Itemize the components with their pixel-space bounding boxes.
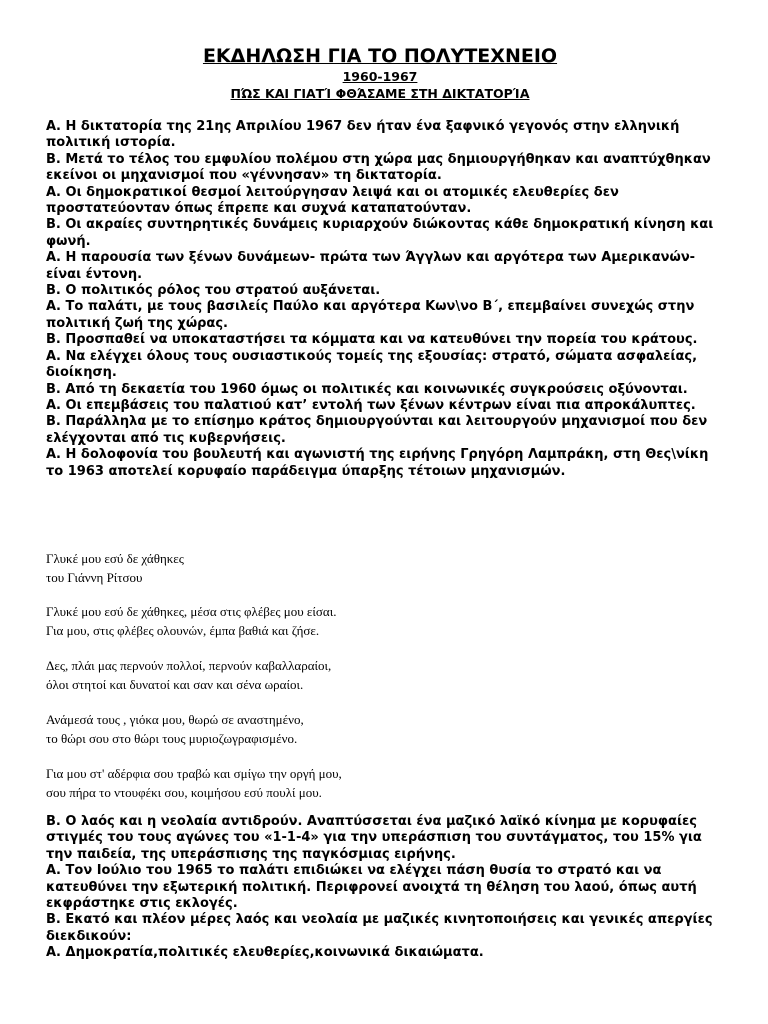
paragraph: Α. Η δικτατορία της 21ης Απριλίου 1967 δεν ήταν ένα ξαφνικό γεγονός στην ελληνική πολιτική ιστορία. — [46, 119, 680, 151]
poem-stanza — [46, 764, 722, 802]
paragraph: Α. Η δολοφονία του βουλευτή και αγωνιστή της ειρήνης Γρηγόρη Λαμπράκη, στη Θες\νίκη το 1963 αποτελεί κορυφαίο παράδειγμα ύπαρξης τέτοιων μηχανισμών. — [46, 447, 709, 479]
paragraph: Β. Προσπαθεί να υποκαταστήσει τα κόμματα και να κατευθύνει την πορεία του κράτους. — [46, 332, 698, 348]
paragraph: Β. Εκατό και πλέον μέρες λαός και νεολαία με μαζικές κινητοποιήσεις και γενικές απεργίες διεκδικούν: — [46, 912, 713, 944]
paragraph: Α. Δημοκρατία,πολιτικές ελευθερίες,κοινωνικά δικαιώματα. — [46, 945, 484, 961]
paragraph: Β. Από τη δεκαετία του 1960 όμως οι πολιτικές και κοινωνικές συγκρούσεις οξύνονται. — [46, 381, 688, 397]
poem-line: Για μου στ' αδέρφια σου τραβώ και σμίγω την οργή μου, — [46, 766, 342, 781]
dialogue-section-1 — [46, 119, 722, 480]
paragraph: Α. Να ελέγχει όλους τους ουσιαστικούς τομείς της εξουσίας: στρατό, σώματα ασφαλείας, διοίκηση. — [46, 348, 698, 381]
paragraph: Β. Μετά το τέλος του εμφυλίου πολέμου στη χώρα μας δημιουργήθηκαν και αναπτύχθηκαν εκείνοι οι μηχανισμοί που «γέννησαν» τη δικτατορία. — [46, 151, 711, 184]
poem-stanza — [46, 602, 722, 640]
poem-line: Δες, πλάι μας περνούν πολλοί, περνούν καβαλλαραίοι, — [46, 658, 332, 673]
poem-line: Για μου, στις φλέβες ολουνών, έμπα βαθιά και ζήσε. — [46, 623, 320, 638]
poem-line: το θώρι σου στο θώρι τους μυριοζωγραφισμένο. — [46, 731, 298, 746]
poem-stanza — [46, 656, 722, 694]
poem-title: Γλυκέ μου εσύ δε χάθηκες — [46, 551, 184, 566]
poem-heading — [46, 549, 722, 587]
paragraph: Α. Η παρουσία των ξένων δυνάμεων- πρώτα των Άγγλων και αργότερα των Αμερικανών- είναι έντονη. — [46, 250, 696, 282]
paragraph: Α. Το παλάτι, με τους βασιλείς Παύλο και αργότερα Κων\νο Β΄, επεμβαίνει συνεχώς στην πολιτική ζωή της χώρας. — [46, 299, 695, 331]
poem-author: του Γιάννη Ρίτσου — [46, 570, 143, 585]
paragraph: Α. Οι δημοκρατικοί θεσμοί λειτούργησαν λειψά και οι ατομικές ελευθερίες δεν προστατεύονταν όπως έπρεπε και συχνά καταπατούνταν. — [46, 184, 619, 217]
document-title: ΕΚΔΗΛΩΣΗ ΓΙΑ ΤΟ ΠΟΛΥΤΕΧΝΕΙΟ — [202, 45, 558, 67]
paragraph: Β. Ο λαός και η νεολαία αντιδρούν. Αναπτύσσεται ένα μαζικό λαϊκό κίνημα με κορυφαίες στιγμές του τους αγώνες του «1-1-4» για την υπεράσπιση του συντάγματος, του 15% για την παιδεία, της υπεράσπισης της παγκόσμιας ειρήνης. — [46, 814, 702, 862]
poem-line: όλοι στητοί και δυνατοί και σαν και σένα ωραίοι. — [46, 677, 304, 692]
dialogue-section-2 — [46, 814, 722, 962]
paragraph: Β. Οι ακραίες συντηρητικές δυνάμεις κυριαρχούν διώκοντας κάθε δημοκρατική κίνηση και φωνή. — [46, 217, 714, 249]
paragraph: Α. Οι επεμβάσεις του παλατιού κατ’ εντολή των ξένων κέντρων είναι πια απροκάλυπτες. — [46, 397, 696, 413]
poem-stanza — [46, 710, 722, 748]
document-subtitle: ΠΏΣ ΚΑΙ ΓΙΑΤΊ ΦΘΆΣΑΜΕ ΣΤΗ ΔΙΚΤΑΤΟΡΊΑ — [230, 86, 530, 101]
paragraph: Β. Παράλληλα με το επίσημο κράτος δημιουργούνται και λειτουργούν μηχανισμοί που δεν ελέγχονται από τις κυβερνήσεις. — [46, 414, 708, 446]
poem-line: σου πήρα το ντουφέκι σου, κοιμήσου εσύ πουλί μου. — [46, 785, 322, 800]
paragraph: Α. Τον Ιούλιο του 1965 το παλάτι επιδιώκει να ελέγχει πάση θυσία το στρατό και να κατευθύνει την εξωτερική πολιτική. Περιφρονεί ανοιχτά τη θέληση του λαού, όπως αυτή εκφράστηκε στις εκλογές. — [46, 863, 697, 912]
document-period: 1960-1967 — [342, 69, 418, 84]
poem-line: Γλυκέ μου εσύ δε χάθηκες, μέσα στις φλέβες μου είσαι. — [46, 604, 337, 619]
paragraph: Β. Ο πολιτικός ρόλος του στρατού αυξάνεται. — [46, 283, 381, 299]
poem-line: Ανάμεσά τους , γιόκα μου, θωρώ σε αναστημένο, — [46, 712, 304, 727]
